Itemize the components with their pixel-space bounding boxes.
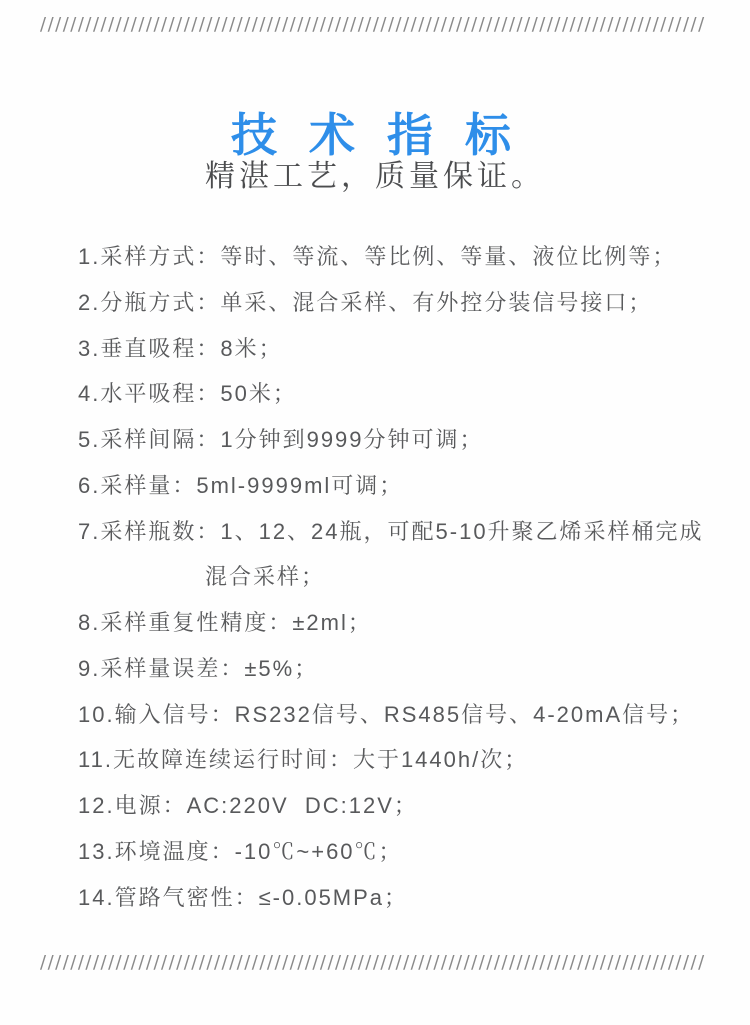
spec-item: 6.采样量：5ml-9999ml可调； (78, 472, 404, 498)
spec-item: 4.水平吸程：50米； (78, 381, 297, 407)
hatch-border-top: //////////////////////////////////////////////////////////////////////////////////////// (40, 14, 706, 35)
spec-item: 2.分瓶方式：单采、混合采样、有外控分装信号接口； (78, 289, 653, 315)
spec-item: 13.环境温度：-10℃~+60℃； (78, 838, 403, 864)
spec-list (78, 234, 734, 920)
spec-item: 8.采样重复性精度：±2ml； (78, 610, 372, 635)
spec-item-continuation: 混合采样； (205, 564, 326, 590)
spec-item: 3.垂直吸程：8米； (78, 335, 283, 361)
page-subtitle: 精湛工艺，质量保证。 (205, 160, 545, 193)
spec-item: 1.采样方式：等时、等流、等比例、等量、液位比例等； (78, 244, 677, 269)
spec-item: 7.采样瓶数：1、12、24瓶，可配5-10升聚乙烯采样桶完成 (78, 518, 704, 544)
hatch-border-bottom: //////////////////////////////////////////////////////////////////////////////////////// (40, 952, 706, 973)
spec-item: 5.采样间隔：1分钟到9999分钟可调； (78, 427, 484, 452)
spec-item: 10.输入信号：RS232信号、RS485信号、4-20mA信号； (78, 701, 695, 727)
spec-item: 9.采样量误差：±5%； (78, 655, 319, 681)
page-title: 技 术 指 标 (230, 107, 520, 162)
spec-item: 14.管路气密性：≤-0.05MPa； (78, 884, 409, 910)
spec-item: 11.无故障连续运行时间：大于1440h/次； (78, 747, 529, 773)
spec-item: 12.电源：AC:220V DC:12V； (78, 793, 418, 818)
